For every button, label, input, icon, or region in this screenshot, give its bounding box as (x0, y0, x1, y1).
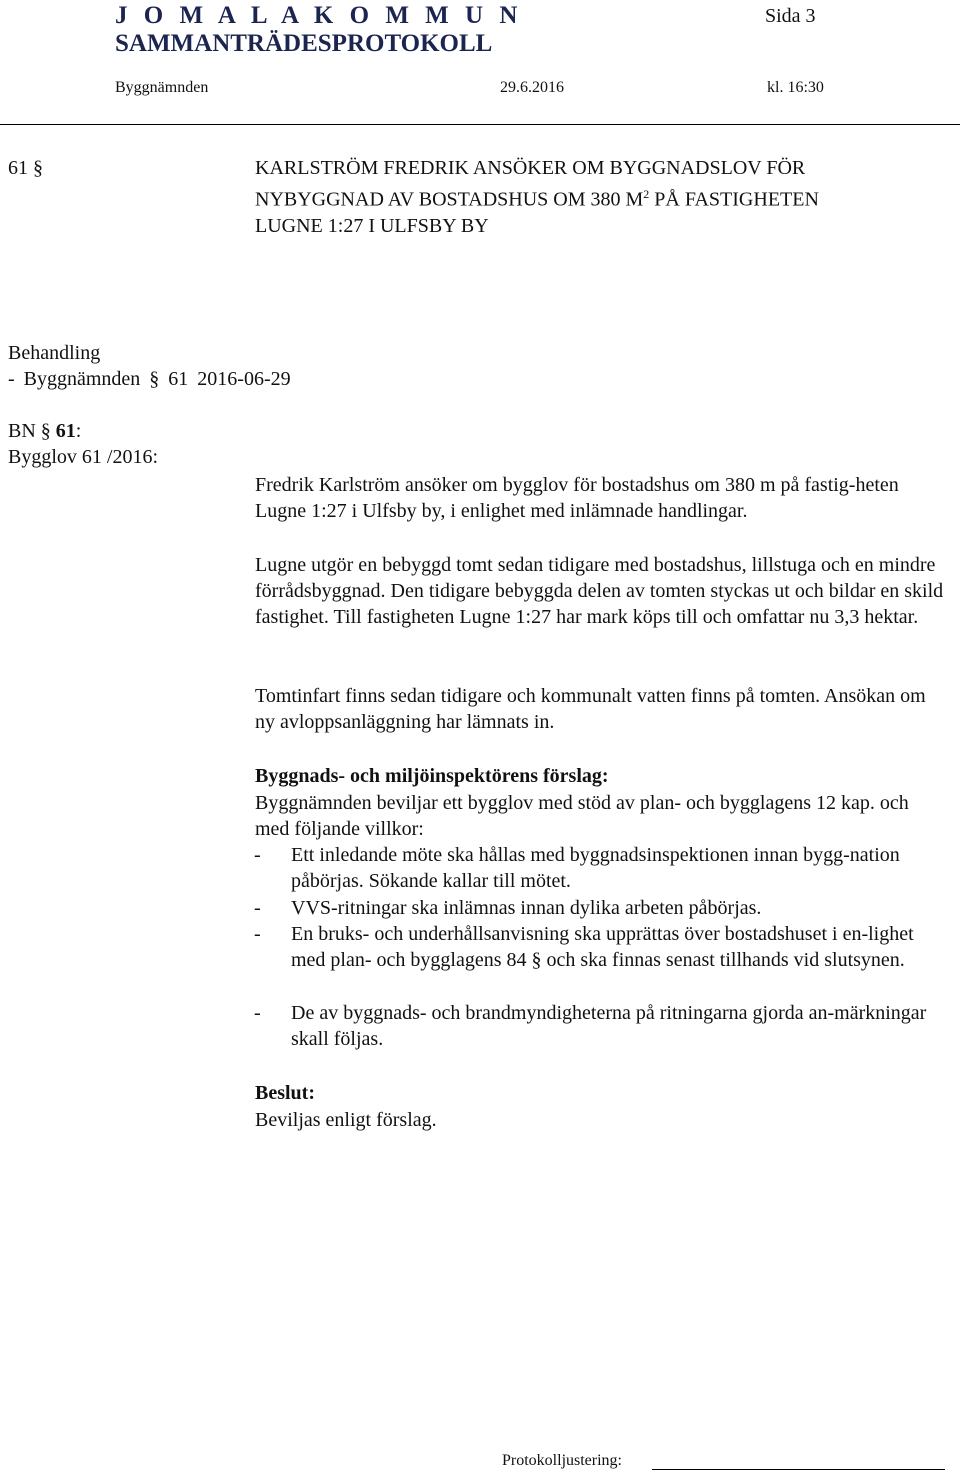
committee-name: Byggnämnden (115, 79, 209, 96)
meeting-date: 29.6.2016 (500, 79, 564, 96)
bn-reference: BN § 61: (8, 420, 82, 442)
list-bullet: - (254, 1002, 261, 1024)
bygglov-reference: Bygglov 61 /2016: (8, 446, 159, 468)
condition-item: En bruks- och underhållsanvisning ska upprättas över bostadshuset i en-lighet med plan- och bygglagens 84 § och ska finnas senast tillhands vid slutsynen. (291, 923, 914, 971)
signature-line (652, 1469, 945, 1470)
section-heading-line-3: LUGNE 1:27 I ULFSBY BY (255, 214, 489, 237)
header-divider (0, 124, 960, 125)
list-bullet: - (254, 923, 261, 945)
paragraph-infrastructure: Tomtinfart finns sedan tidigare och kommunalt vatten finns på tomten. Ansökan om ny avloppsanläggning har lämnats in. (255, 685, 926, 733)
section-heading-line-1: KARLSTRÖM FREDRIK ANSÖKER OM BYGGNADSLOV FÖR (255, 157, 806, 179)
condition-item: VVS-ritningar ska inlämnas innan dylika arbeten påbörjas. (291, 897, 762, 919)
section-heading (255, 155, 819, 239)
meeting-time: kl. 16:30 (767, 79, 824, 96)
treatment-row: - Byggnämnden § 61 2016-06-29 (8, 368, 291, 390)
page-number: Sida 3 (765, 5, 816, 27)
section-number: 61 § (8, 157, 43, 179)
condition-item: De av byggnads- och brandmyndigheterna på ritningarna gjorda an-märkningar skall följas. (291, 1002, 927, 1050)
municipality-name: J O M A L A K O M M U N (115, 2, 523, 29)
decision-heading: Beslut: (255, 1082, 315, 1104)
treatment-label: Behandling (8, 342, 101, 364)
list-bullet: - (254, 844, 261, 866)
paragraph-application: Fredrik Karlström ansöker om bygglov för bostadshus om 380 m på fastig-heten Lugne 1:27 i Ulfsby by, i enlighet med inlämnade handlingar. (255, 474, 899, 522)
section-heading-line-2: NYBYGGNAD AV BOSTADSHUS OM 380 $M^2$ PÅ FASTIGHETEN (255, 187, 819, 211)
decision-text: Beviljas enligt förslag. (255, 1109, 437, 1131)
protocol-verification-label: Protokolljustering: (502, 1452, 622, 1469)
condition-item: Ett inledande möte ska hållas med byggnadsinspektionen innan bygg-nation påbörjas. Sökande kallar till mötet. (291, 844, 900, 892)
paragraph-property: Lugne utgör en bebyggd tomt sedan tidigare med bostadshus, lillstuga och en mindre förrådsbyggnad. Den tidigare bebyggda delen av tomten styckas ut och bildar en skild fastighet. Till fastigheten Lugne 1:27 har mark köps till och omfattar nu 3,3 hektar. (255, 554, 944, 628)
superscript-2: 2 (643, 187, 650, 201)
proposal-intro: Byggnämnden beviljar ett bygglov med stöd av plan- och bygglagens 12 kap. och med följande villkor: (255, 792, 909, 840)
list-bullet: - (254, 897, 261, 919)
document-title: SAMMANTRÄDESPROTOKOLL (115, 30, 493, 57)
proposal-heading: Byggnads- och miljöinspektörens förslag: (255, 765, 609, 787)
